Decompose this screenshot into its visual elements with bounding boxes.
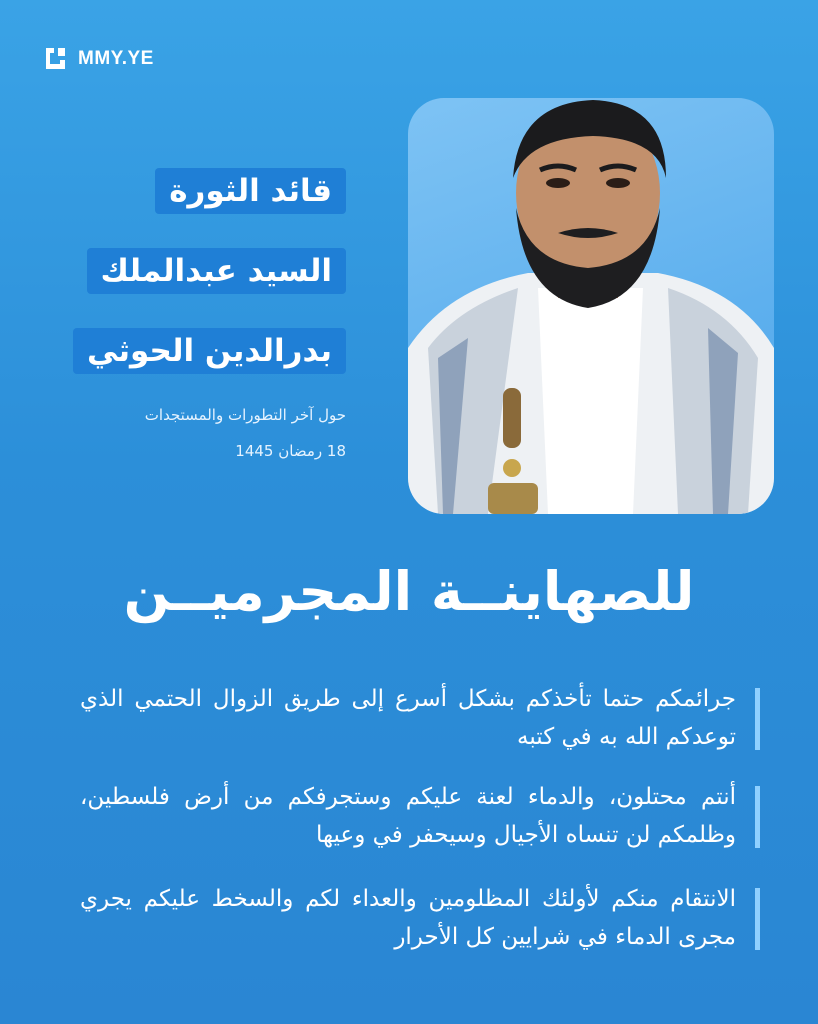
quote-accent-bar [755, 888, 760, 950]
quote-text: الانتقام منكم لأولئك المظلومين والعداء لكم والسخط عليكم يجري مجرى الدماء في شرايين كل الأحرار [80, 886, 736, 950]
quote-text: جرائمكم حتما تأخذكم بشكل أسرع إلى طريق الزوال الحتمي الذي توعدكم الله به في كتبه [80, 686, 736, 750]
title-line-3: بدرالدين الحوثي [73, 328, 346, 374]
subtitle: حول آخر التطورات والمستجدات [144, 406, 346, 424]
brand-name: MMY.YE [78, 48, 154, 69]
quote-accent-bar [755, 688, 760, 750]
date: 18 رمضان 1445 [235, 442, 346, 460]
logo-icon [40, 44, 70, 74]
leader-portrait [408, 98, 774, 514]
quote-item [80, 778, 760, 854]
quote-text: أنتم محتلون، والدماء لعنة عليكم وستجرفكم من أرض فلسطين، وظلمكم لن تنساه الأجيال وسيحفر في وعيها [80, 784, 736, 848]
title-line-1: قائد الثورة [155, 168, 346, 214]
headline: للصهاينــة المجرميــن [123, 560, 695, 623]
title-line-2: السيد عبدالملك [87, 248, 346, 294]
quote-accent-bar [755, 786, 760, 848]
quote-item [80, 680, 760, 756]
brand-logo [40, 44, 154, 74]
quote-item [80, 880, 760, 956]
